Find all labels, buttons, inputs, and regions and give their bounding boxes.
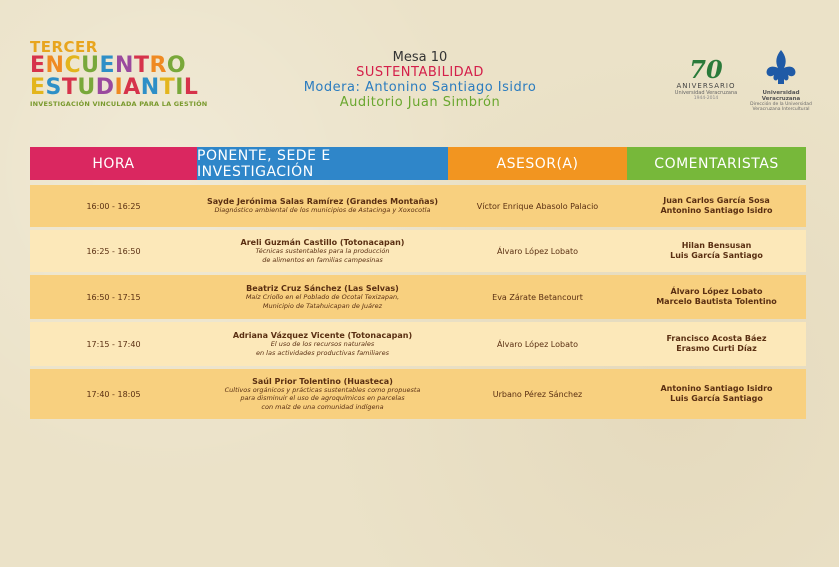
logo-line-1: TERCER — [30, 38, 98, 56]
cell-hora: 16:50 - 17:15 — [86, 292, 141, 302]
logo-letter: N — [140, 75, 160, 100]
anniversary-university: Universidad Veracruzana — [674, 90, 738, 96]
investigation-title: Maíz Criollo en el Poblado de Ocotal Texizapan, — [245, 293, 400, 302]
university-dept: Dirección de la Universidad Veracruzana Intercultural — [750, 102, 812, 112]
logo-letter: E — [30, 53, 46, 78]
logo-letter: E — [30, 75, 46, 100]
investigation-title: Diagnóstico ambiental de los municipios de Astacinga y Xoxocotla — [214, 206, 431, 215]
comentarista: Antonino Santiago Isidro — [660, 384, 773, 393]
logo-letter: T — [61, 75, 78, 100]
investigation-title: Técnicas sustentables para la producción — [255, 247, 390, 256]
fleur-de-lis-icon — [764, 48, 798, 88]
comentarista: Juan Carlos García Sosa — [663, 196, 770, 205]
logo-letter: I — [114, 75, 124, 100]
session-topic: SUSTENTABILIDAD — [356, 64, 484, 80]
logo-letter: C — [64, 53, 82, 78]
cell-ponente — [197, 377, 448, 410]
cell-comentaristas — [627, 384, 806, 404]
cell-comentaristas — [627, 287, 806, 307]
investigation-title: El uso de los recursos naturales — [270, 340, 375, 349]
logo-letter: A — [123, 75, 141, 100]
logo-subtitle: INVESTIGACIÓN VINCULADA PARA LA GESTIÓN — [30, 100, 208, 108]
anniversary-logo — [671, 55, 741, 101]
logo-letter: T — [159, 75, 176, 100]
ponente-name: Saúl Prior Tolentino (Huasteca) — [252, 377, 393, 387]
table-row — [30, 230, 806, 272]
logo-letter: N — [115, 53, 134, 78]
logo-letter: U — [77, 75, 96, 100]
cell-asesor: Álvaro López Lobato — [496, 339, 579, 349]
logo-letter: D — [95, 75, 115, 100]
cell-ponente — [197, 197, 448, 214]
session-header — [260, 51, 580, 111]
comentarista: Luis García Santiago — [670, 251, 763, 260]
cell-ponente — [197, 238, 448, 263]
logo-letter: L — [183, 75, 199, 100]
header-hora: HORA — [30, 147, 197, 180]
university-logo — [746, 48, 816, 112]
anniversary-title: ANIVERSARIO — [676, 82, 736, 90]
ponente-name: Sayde Jerónima Salas Ramírez (Grandes Montañas) — [206, 197, 438, 207]
cell-asesor: Álvaro López Lobato — [496, 246, 579, 256]
table-row — [30, 275, 806, 319]
ponente-name: Beatriz Cruz Sánchez (Las Selvas) — [246, 284, 399, 294]
cell-asesor: Víctor Enrique Abasolo Palacio — [476, 201, 599, 211]
logo-letter: S — [45, 75, 62, 100]
cell-asesor: Urbano Pérez Sánchez — [492, 389, 583, 399]
comentarista: Marcelo Bautista Tolentino — [656, 297, 777, 306]
cell-hora: 16:25 - 16:50 — [86, 246, 141, 256]
comentarista: Luis García Santiago — [670, 394, 763, 403]
event-logo — [30, 40, 207, 108]
moderator: Modera: Antonino Santiago Isidro — [303, 79, 537, 95]
cell-comentaristas — [627, 196, 806, 216]
schedule-table — [30, 147, 806, 419]
cell-comentaristas — [627, 334, 806, 354]
cell-hora: 17:40 - 18:05 — [86, 389, 141, 399]
logo-letter: I — [175, 75, 184, 100]
university-name: Universidad Veracruzana — [761, 90, 801, 102]
comentarista: Francisco Acosta Báez — [666, 334, 767, 343]
table-row — [30, 322, 806, 366]
investigation-title: con maíz de una comunidad indígena — [261, 402, 384, 411]
ponente-name: Areli Guzmán Castillo (Totonacapan) — [240, 238, 405, 248]
investigation-title: Cultivos orgánicos y prácticas sustentables como propuesta — [224, 386, 421, 395]
logo-letter: T — [133, 53, 150, 78]
table-row — [30, 369, 806, 419]
comentarista: Antonino Santiago Isidro — [660, 206, 773, 215]
table-row — [30, 185, 806, 227]
cell-ponente — [197, 331, 448, 356]
logo-letter: U — [81, 53, 100, 78]
comentarista: Erasmo Curti Díaz — [676, 344, 757, 353]
logo-line-3 — [30, 77, 207, 99]
logo-letter: R — [149, 53, 167, 78]
anniversary-years: 1944-2014 — [693, 96, 719, 101]
table-header — [30, 147, 806, 180]
investigation-title: de alimentos en familias campesinas — [262, 255, 383, 264]
logo-letter: E — [99, 53, 116, 78]
cell-comentaristas — [627, 241, 806, 261]
logo-letter: O — [166, 53, 187, 78]
logo-line-2 — [30, 55, 207, 77]
comentarista: Hilan Bensusan — [681, 241, 752, 250]
cell-hora: 16:00 - 16:25 — [86, 201, 141, 211]
mesa-title: Mesa 10 — [392, 50, 448, 65]
cell-asesor: Eva Zárate Betancourt — [492, 292, 583, 302]
comentarista: Álvaro López Lobato — [670, 287, 763, 296]
anniversary-number: 70 — [689, 55, 723, 84]
cell-ponente — [197, 284, 448, 309]
cell-hora: 17:15 - 17:40 — [86, 339, 141, 349]
venue: Auditorio Juan Simbrón — [339, 94, 501, 110]
header-comentaristas: COMENTARISTAS — [627, 147, 806, 180]
investigation-title: para disminuir el uso de agroquímicos en parcelas — [240, 394, 405, 403]
header-asesor: ASESOR(A) — [448, 147, 627, 180]
logo-letter: N — [45, 53, 65, 78]
investigation-title: Municipio de Tatahuicapan de Juárez — [262, 301, 383, 310]
investigation-title: en las actividades productivas familiares — [256, 348, 389, 357]
ponente-name: Adriana Vázquez Vicente (Totonacapan) — [232, 331, 413, 341]
header-ponente: PONENTE, SEDE E INVESTIGACIÓN — [197, 147, 448, 180]
